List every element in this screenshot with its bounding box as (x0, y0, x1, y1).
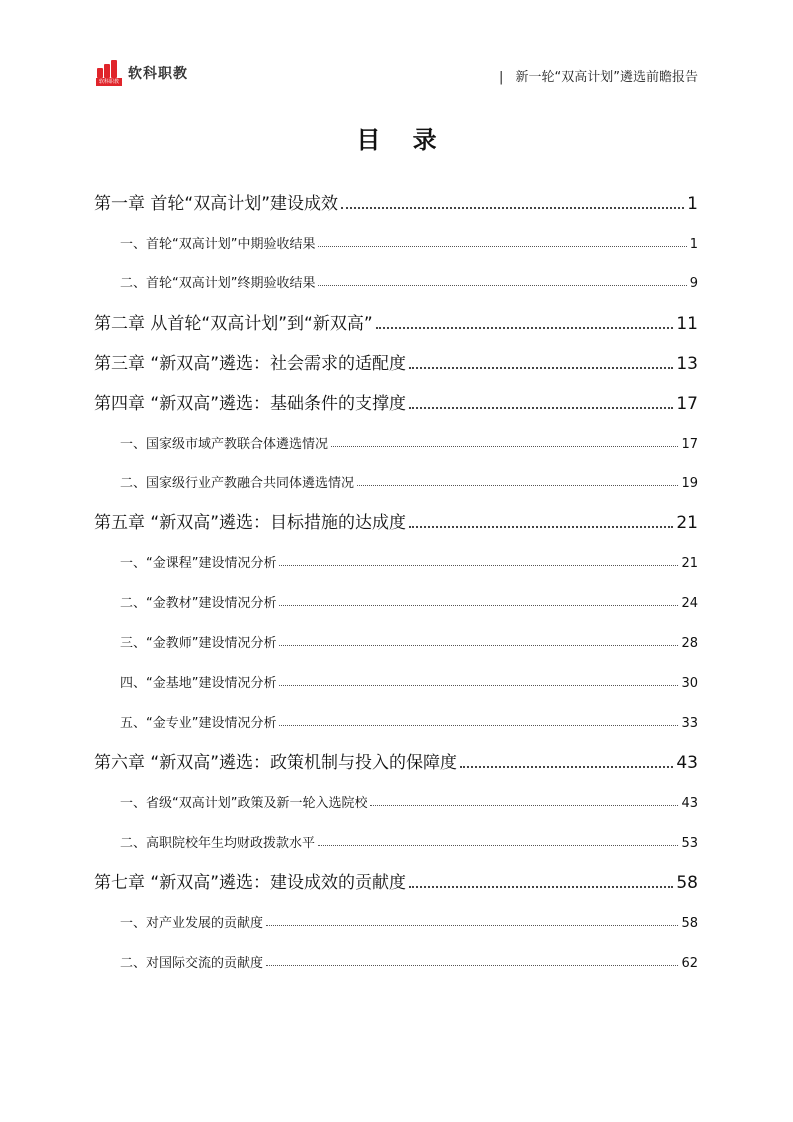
toc-leader-dots (318, 845, 678, 846)
report-title: 新一轮“双高计划”遴选前瞻报告 (515, 70, 698, 85)
header-separator: | (498, 70, 504, 85)
toc-entry-text: 三、“金教师”建设情况分析 (120, 636, 277, 651)
toc-entry-text: 一、对产业发展的贡献度 (120, 916, 264, 931)
toc-leader-dots (279, 605, 678, 606)
toc-page-number: 24 (681, 596, 698, 611)
toc-leader-dots (376, 327, 674, 329)
toc-chapter-3[interactable] (94, 350, 698, 374)
logo-bars-icon (96, 60, 122, 86)
toc-leader-dots (460, 766, 673, 768)
toc-leader-dots (331, 446, 678, 447)
toc-chapter-5[interactable] (94, 509, 698, 533)
toc-leader-dots (279, 725, 678, 726)
toc-page-number: 21 (676, 513, 698, 533)
toc-entry-text: 五、“金专业”建设情况分析 (120, 716, 277, 731)
toc-section-1-2[interactable] (94, 271, 698, 291)
logo-badge-text: 软科职教 (96, 78, 122, 86)
toc-page-number: 11 (676, 314, 698, 334)
toc-chapter-1[interactable] (94, 190, 698, 214)
toc-section-7-1[interactable] (94, 911, 698, 931)
toc-page-number: 58 (681, 916, 698, 931)
page-title: 目 录 (356, 126, 449, 154)
toc-entry-text: 四、“金基地”建设情况分析 (120, 676, 277, 691)
toc-entry-text: 一、国家级市域产教联合体遴选情况 (120, 437, 329, 452)
toc-page-number: 30 (681, 676, 698, 691)
toc-section-5-3[interactable] (94, 631, 698, 651)
toc-page-number: 43 (676, 753, 698, 773)
toc-section-4-1[interactable] (94, 432, 698, 452)
toc-section-4-2[interactable] (94, 471, 698, 491)
toc-page-number: 13 (676, 354, 698, 374)
toc-page-number: 9 (689, 276, 698, 291)
toc-entry-text: 一、首轮“双高计划”中期验收结果 (120, 237, 316, 252)
toc-page-number: 43 (681, 796, 698, 811)
toc-page-number: 17 (676, 394, 698, 414)
toc-page-number: 33 (681, 716, 698, 731)
toc-chapter-4[interactable] (94, 390, 698, 414)
toc-entry-text: 一、“金课程”建设情况分析 (120, 556, 277, 571)
toc-page-number: 62 (681, 956, 698, 971)
toc-entry-text: 第六章 “新双高”遴选：政策机制与投入的保障度 (94, 753, 458, 773)
toc-section-5-2[interactable] (94, 591, 698, 611)
toc-page-number: 58 (676, 873, 698, 893)
brand-name: 软科职教 (128, 66, 188, 82)
toc-section-6-2[interactable] (94, 831, 698, 851)
toc-chapter-6[interactable] (94, 749, 698, 773)
toc-section-1-1[interactable] (94, 232, 698, 252)
toc-leader-dots (409, 367, 673, 369)
toc-leader-dots (318, 285, 686, 286)
toc-leader-dots (370, 805, 678, 806)
toc-leader-dots (409, 407, 673, 409)
report-header-title (499, 66, 698, 85)
toc-page-number: 1 (687, 194, 698, 214)
toc-leader-dots (409, 886, 673, 888)
page-header (96, 58, 698, 90)
toc-entry-text: 一、省级“双高计划”政策及新一轮入选院校 (120, 796, 368, 811)
toc-leader-dots (318, 246, 686, 247)
toc-chapter-2[interactable] (94, 310, 698, 334)
toc-leader-dots (341, 207, 684, 209)
toc-leader-dots (409, 526, 673, 528)
toc-entry-text: 二、对国际交流的贡献度 (120, 956, 264, 971)
toc-entry-text: 第五章 “新双高”遴选：目标措施的达成度 (94, 513, 407, 533)
toc-chapter-7[interactable] (94, 869, 698, 893)
toc-page-number: 19 (681, 476, 698, 491)
toc-leader-dots (266, 965, 678, 966)
toc-leader-dots (279, 565, 678, 566)
toc-entry-text: 第二章 从首轮“双高计划”到“新双高” (94, 314, 373, 334)
brand-logo (96, 60, 188, 86)
toc-entry-text: 二、高职院校年生均财政拨款水平 (120, 836, 316, 851)
toc-page-number: 1 (689, 237, 698, 252)
toc-page-number: 21 (681, 556, 698, 571)
toc-section-5-5[interactable] (94, 711, 698, 731)
toc-section-7-2[interactable] (94, 951, 698, 971)
toc-section-6-1[interactable] (94, 791, 698, 811)
toc-leader-dots (279, 685, 678, 686)
toc-entry-text: 第七章 “新双高”遴选：建设成效的贡献度 (94, 873, 407, 893)
toc-leader-dots (266, 925, 678, 926)
toc-entry-text: 第一章 首轮“双高计划”建设成效 (94, 194, 339, 214)
toc-leader-dots (357, 485, 678, 486)
toc-entry-text: 二、国家级行业产教融合共同体遴选情况 (120, 476, 355, 491)
toc-leader-dots (279, 645, 678, 646)
toc-entry-text: 第四章 “新双高”遴选：基础条件的支撑度 (94, 394, 407, 414)
toc-entry-text: 二、首轮“双高计划”终期验收结果 (120, 276, 316, 291)
toc-entry-text: 二、“金教材”建设情况分析 (120, 596, 277, 611)
toc-section-5-4[interactable] (94, 671, 698, 691)
toc-section-5-1[interactable] (94, 551, 698, 571)
toc-page-number: 28 (681, 636, 698, 651)
toc-entry-text: 第三章 “新双高”遴选：社会需求的适配度 (94, 354, 407, 374)
toc-page-number: 53 (681, 836, 698, 851)
toc-page-number: 17 (681, 437, 698, 452)
